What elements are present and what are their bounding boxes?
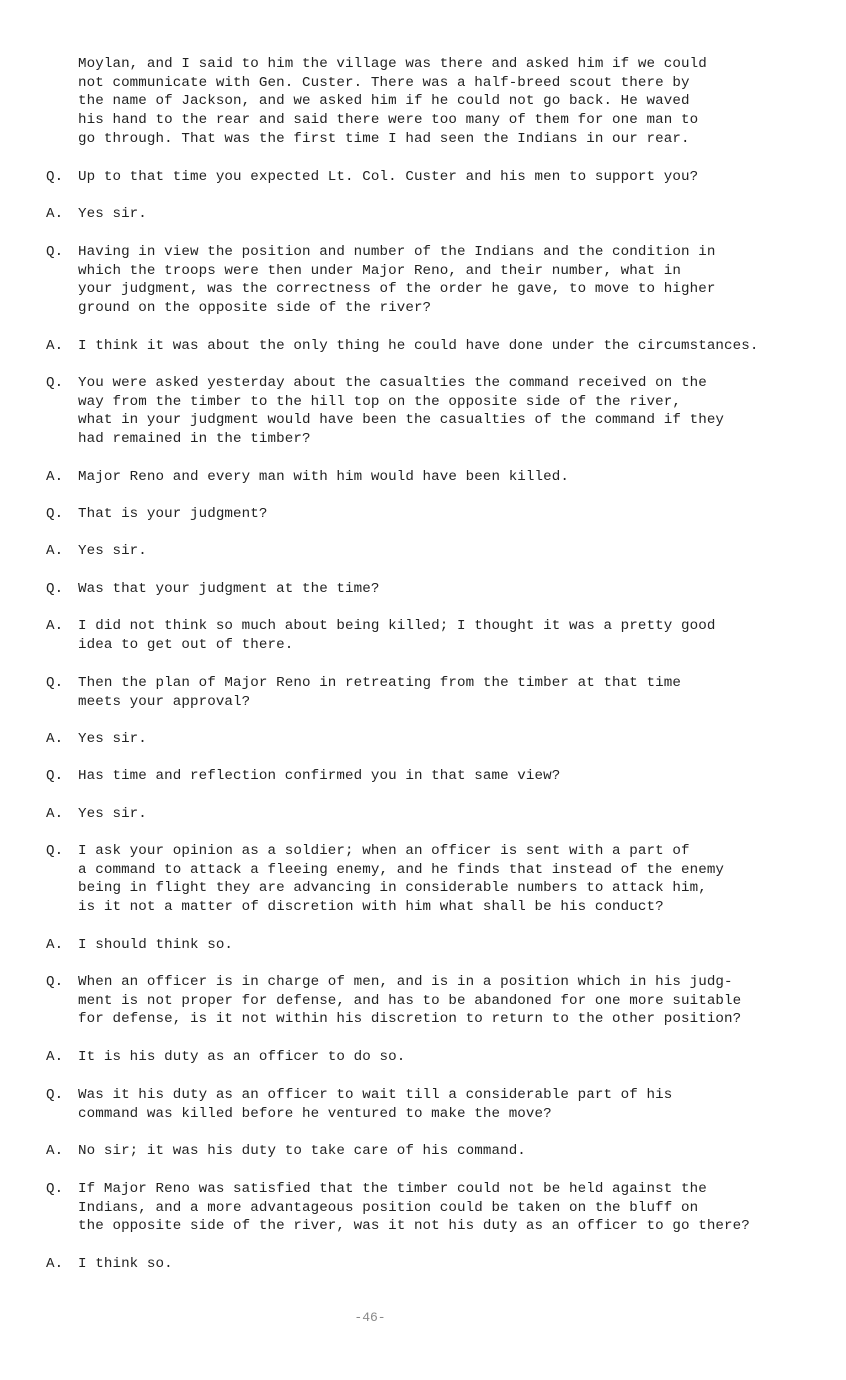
qa-entry xyxy=(0,243,846,318)
question-marker: Q. xyxy=(46,843,64,859)
answer-text: Yes sir. xyxy=(78,543,147,559)
answer-text: Yes sir. xyxy=(78,206,147,222)
question-marker: Q. xyxy=(46,974,64,990)
question-text: That is your judgment? xyxy=(78,506,268,522)
question-text: Having in view the position and number of the Indians and the condition in which the troops were then under Major Reno, and their number, what in your judgment, was the correctness of the order he gave, to move to higher ground on the opposite side of the river? xyxy=(78,244,716,317)
answer-text: I think so. xyxy=(78,1256,173,1272)
question-marker: Q. xyxy=(46,169,64,185)
answer-marker: A. xyxy=(46,469,64,485)
question-marker: Q. xyxy=(46,1181,64,1197)
question-text: I ask your opinion as a soldier; when an officer is sent with a part of a command to attack a fleeing enemy, and he finds that instead of the enemy being in flight they are advancing in considerable numbers to attack him, is it not a matter of discretion with him what shall be his conduct? xyxy=(78,843,725,916)
question-text: Up to that time you expected Lt. Col. Custer and his men to support you? xyxy=(78,169,699,185)
intro-paragraph xyxy=(0,55,846,147)
question-text: Was that your judgment at the time? xyxy=(78,581,380,597)
answer-marker: A. xyxy=(46,937,64,953)
page-number: -46- xyxy=(354,1310,386,1325)
question-marker: Q. xyxy=(46,768,64,784)
question-marker: Q. xyxy=(46,581,64,597)
answer-text: Yes sir. xyxy=(78,806,147,822)
answer-marker: A. xyxy=(46,1049,64,1065)
answer-marker: A. xyxy=(46,338,64,354)
qa-entry xyxy=(0,374,846,449)
question-text: When an officer is in charge of men, and is in a position which in his judg- ment is not proper for defense, and has to be abandoned for one more suitable for defense, is it not within his discretion to return to the other position? xyxy=(78,974,742,1028)
question-marker: Q. xyxy=(46,375,64,391)
answer-marker: A. xyxy=(46,618,64,634)
answer-text: I think it was about the only thing he could have done under the circumstances. xyxy=(78,338,759,354)
qa-entry xyxy=(0,973,846,1048)
question-text: Has time and reflection confirmed you in that same view? xyxy=(78,768,561,784)
answer-marker: A. xyxy=(46,543,64,559)
answer-marker: A. xyxy=(46,206,64,222)
answer-marker: A. xyxy=(46,1143,64,1159)
answer-text: It is his duty as an officer to do so. xyxy=(78,1049,406,1065)
question-marker: Q. xyxy=(46,244,64,260)
answer-text: Yes sir. xyxy=(78,731,147,747)
question-marker: Q. xyxy=(46,506,64,522)
question-text: Then the plan of Major Reno in retreating from the timber at that time meets your approval? xyxy=(78,675,681,710)
question-marker: Q. xyxy=(46,1087,64,1103)
answer-text: I should think so. xyxy=(78,937,234,953)
answer-marker: A. xyxy=(46,1256,64,1272)
question-text: If Major Reno was satisfied that the timber could not be held against the Indians, and a more advantageous position could be taken on the bluff on the opposite side of the river, was it not his duty as an officer to go there? xyxy=(78,1181,750,1235)
question-marker: Q. xyxy=(46,675,64,691)
qa-entry xyxy=(0,842,846,917)
qa-entry xyxy=(0,1255,846,1330)
answer-text: I did not think so much about being killed; I thought it was a pretty good idea to get out of there. xyxy=(78,618,716,653)
answer-text: No sir; it was his duty to take care of his command. xyxy=(78,1143,526,1159)
qa-entry xyxy=(0,1180,846,1255)
answer-marker: A. xyxy=(46,731,64,747)
intro-text: Moylan, and I said to him the village was there and asked him if we could not communicate with Gen. Custer. There was a half-breed scout there by the name of Jackson, and we asked him if he could not go back. He waved his hand to the rear and said there were too many of them for one man to go through. That was the first time I had seen the Indians in our rear. xyxy=(78,56,707,147)
answer-text: Major Reno and every man with him would have been killed. xyxy=(78,469,569,485)
question-text: Was it his duty as an officer to wait till a considerable part of his command was killed before he ventured to make the move? xyxy=(78,1087,673,1122)
question-text: You were asked yesterday about the casualties the command received on the way from the timber to the hill top on the opposite side of the river, what in your judgment would have been the casualties of the command if they had remained in the timber? xyxy=(78,375,725,448)
answer-marker: A. xyxy=(46,806,64,822)
